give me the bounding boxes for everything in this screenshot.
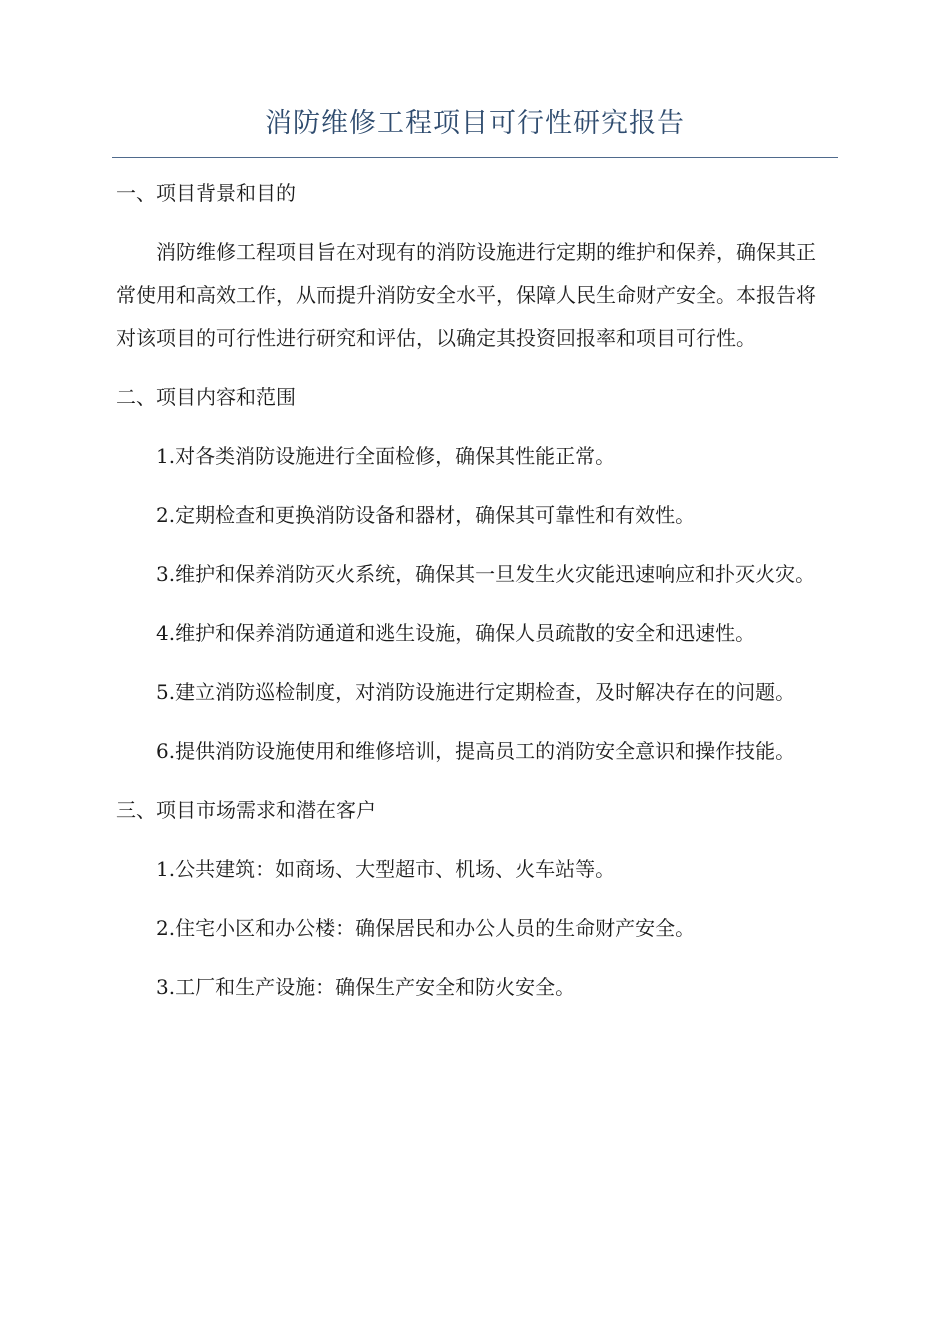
list-item: 3.工厂和生产设施：确保生产安全和防火安全。 xyxy=(156,975,576,999)
list-item: 5.建立消防巡检制度，对消防设施进行定期检查，及时解决存在的问题。 xyxy=(156,680,796,704)
list-item: 6.提供消防设施使用和维修培训，提高员工的消防安全意识和操作技能。 xyxy=(156,739,796,763)
section-heading: 二、项目内容和范围 xyxy=(116,385,296,409)
spacer xyxy=(116,950,832,966)
list-item: 2.定期检查和更换消防设备和器材，确保其可靠性和有效性。 xyxy=(156,503,696,527)
spacer xyxy=(116,596,832,612)
list-item: 1.公共建筑：如商场、大型超市、机场、火车站等。 xyxy=(156,857,616,881)
spacer xyxy=(116,891,832,907)
title-divider xyxy=(112,157,838,158)
spacer xyxy=(116,478,832,494)
document-body xyxy=(116,172,832,1009)
spacer xyxy=(116,537,832,553)
spacer xyxy=(116,832,832,848)
list-item: 1.对各类消防设施进行全面检修，确保其性能正常。 xyxy=(156,444,616,468)
spacer xyxy=(116,714,832,730)
spacer xyxy=(116,419,832,435)
paragraph: 消防维修工程项目旨在对现有的消防设施进行定期的维护和保养，确保其正常使用和高效工作，从而提升消防安全水平，保障人民生命财产安全。本报告将对该项目的可行性进行研究和评估，以确定其投资回报率和项目可行性。 xyxy=(116,240,816,350)
list-item: 4.维护和保养消防通道和逃生设施，确保人员疏散的安全和迅速性。 xyxy=(156,621,756,645)
spacer xyxy=(116,773,832,789)
document-title: 消防维修工程项目可行性研究报告 xyxy=(265,108,685,139)
list-item: 3.维护和保养消防灭火系统，确保其一旦发生火灾能迅速响应和扑灭火灾。 xyxy=(156,562,816,586)
spacer xyxy=(116,360,832,376)
spacer xyxy=(116,215,832,231)
list-item: 2.住宅小区和办公楼：确保居民和办公人员的生命财产安全。 xyxy=(156,916,696,940)
section-heading: 三、项目市场需求和潜在客户 xyxy=(116,798,376,822)
spacer xyxy=(116,655,832,671)
section-heading: 一、项目背景和目的 xyxy=(116,181,296,205)
